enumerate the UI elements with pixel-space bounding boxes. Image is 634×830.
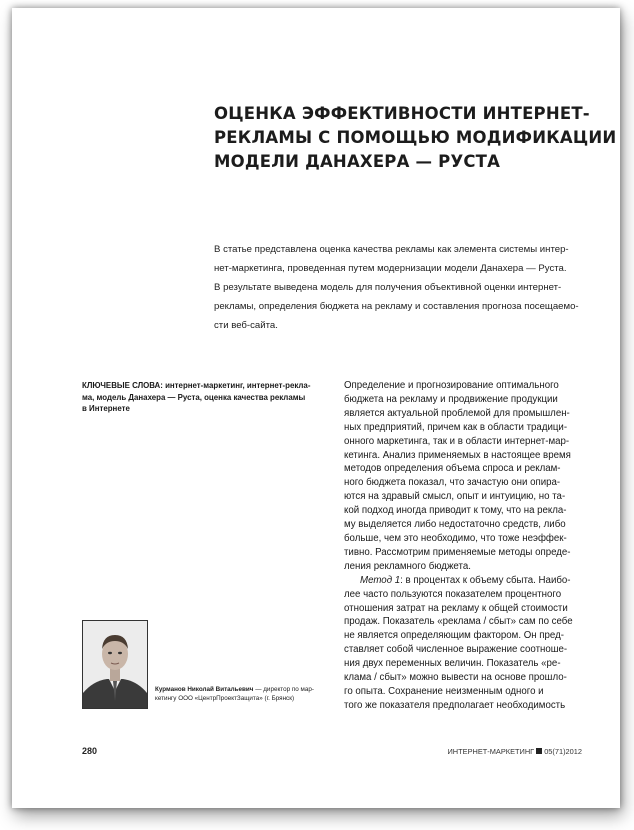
body-line: кой подход иногда приводит к тому, что на рекла- [344, 505, 567, 517]
title-line: ОЦЕНКА ЭФФЕКТИВНОСТИ ИНТЕРНЕТ- [214, 104, 590, 123]
title-line: МОДЕЛИ ДАНАХЕРА — РУСТА [214, 152, 501, 171]
body-line: того же показателя предполагает необходимость [344, 699, 566, 711]
author-desc: — директор по мар- [253, 686, 314, 693]
body-line: отношения затрат на рекламу к общей стоимости [344, 602, 568, 614]
body-line: бюджета на рекламу и продвижение продукции [344, 393, 558, 405]
keywords-block [82, 380, 332, 415]
method-text: : в процентах к объему сбыта. Наибо- [400, 574, 571, 586]
abstract-line: В статье представлена оценка качества рекламы как элемента системы интер- [214, 244, 569, 255]
keywords-line: ма, модель Данахера — Руста, оценка качества рекламы [82, 392, 306, 402]
body-line: ния двух переменных величин. Показатель «ре- [344, 658, 561, 670]
body-line: является актуальной проблемой для промышлен- [344, 407, 570, 419]
author-info [155, 685, 335, 703]
article-title [214, 102, 617, 174]
article-abstract [214, 240, 590, 335]
body-line: онного маркетинга, так и в области интернет-мар- [344, 435, 570, 447]
body-line: больше, чем это необходимо, что тоже неэффек- [344, 532, 567, 544]
body-line: продаж. Показатель «реклама / сбыт» сам по себе [344, 616, 573, 628]
author-name: Курманов Николай Витальевич [155, 686, 254, 693]
body-line: ления рекламного бюджета. [344, 560, 471, 572]
body-line: ставляет собой численное выражение соотноше- [344, 644, 568, 656]
magazine-page [12, 8, 620, 808]
author-photo [82, 620, 148, 709]
body-line: Определение и прогнозирование оптимального [344, 380, 559, 391]
body-line: тивно. Рассмотрим применяемые методы опреде- [344, 546, 571, 558]
abstract-line: нет-маркетинга, проведенная путем модернизации модели Данахера — Руста. [214, 263, 567, 274]
body-line: ются на здравый смысл, опыт и интуицию, но та- [344, 491, 566, 503]
journal-footer [448, 747, 583, 756]
body-line: му выделяется либо недостаточно средств, либо [344, 519, 566, 531]
body-line: клама / сбыт» можно вывести на основе прошло- [344, 672, 567, 684]
keywords-line: КЛЮЧЕВЫЕ СЛОВА: интернет-маркетинг, интернет-рекла- [82, 381, 311, 390]
author-line: кетингу ООО «ЦентрПроектЗащита» (г. Брянск) [155, 695, 295, 702]
body-line: го опыта. Сохранение неизменным одного и [344, 685, 544, 697]
body-line: кетинга. Анализ применяемых в настоящее время [344, 449, 571, 461]
body-line: методов определения объема спроса и реклам- [344, 463, 561, 475]
method-line [344, 574, 594, 588]
method-label: Метод 1 [360, 574, 401, 586]
journal-name: ИНТЕРНЕТ-МАРКЕТИНГ [447, 747, 535, 756]
square-separator-icon [536, 748, 542, 754]
page-number: 280 [82, 746, 98, 756]
keywords-line: в Интернете [82, 404, 130, 413]
body-line: ного бюджета показал, что зачастую они опира- [344, 477, 561, 489]
abstract-line: В результате выведена модель для получения объективной оценки интернет- [214, 282, 562, 293]
article-body [344, 379, 594, 713]
body-line: не является определяющим фактором. Он пред- [344, 630, 564, 642]
author-portrait-image [83, 621, 147, 708]
title-line: РЕКЛАМЫ С ПОМОЩЬЮ МОДИФИКАЦИИ [214, 128, 617, 147]
abstract-line: сти веб-сайта. [214, 320, 278, 331]
body-line: лее часто пользуются показателем процентного [344, 588, 562, 600]
journal-issue: 05(71)2012 [544, 747, 582, 756]
abstract-line: рекламы, определения бюджета на рекламу и составления прогноза посещаемо- [214, 301, 579, 312]
author-line [155, 685, 335, 694]
body-line: ных предприятий, причем как в области традици- [344, 421, 568, 433]
